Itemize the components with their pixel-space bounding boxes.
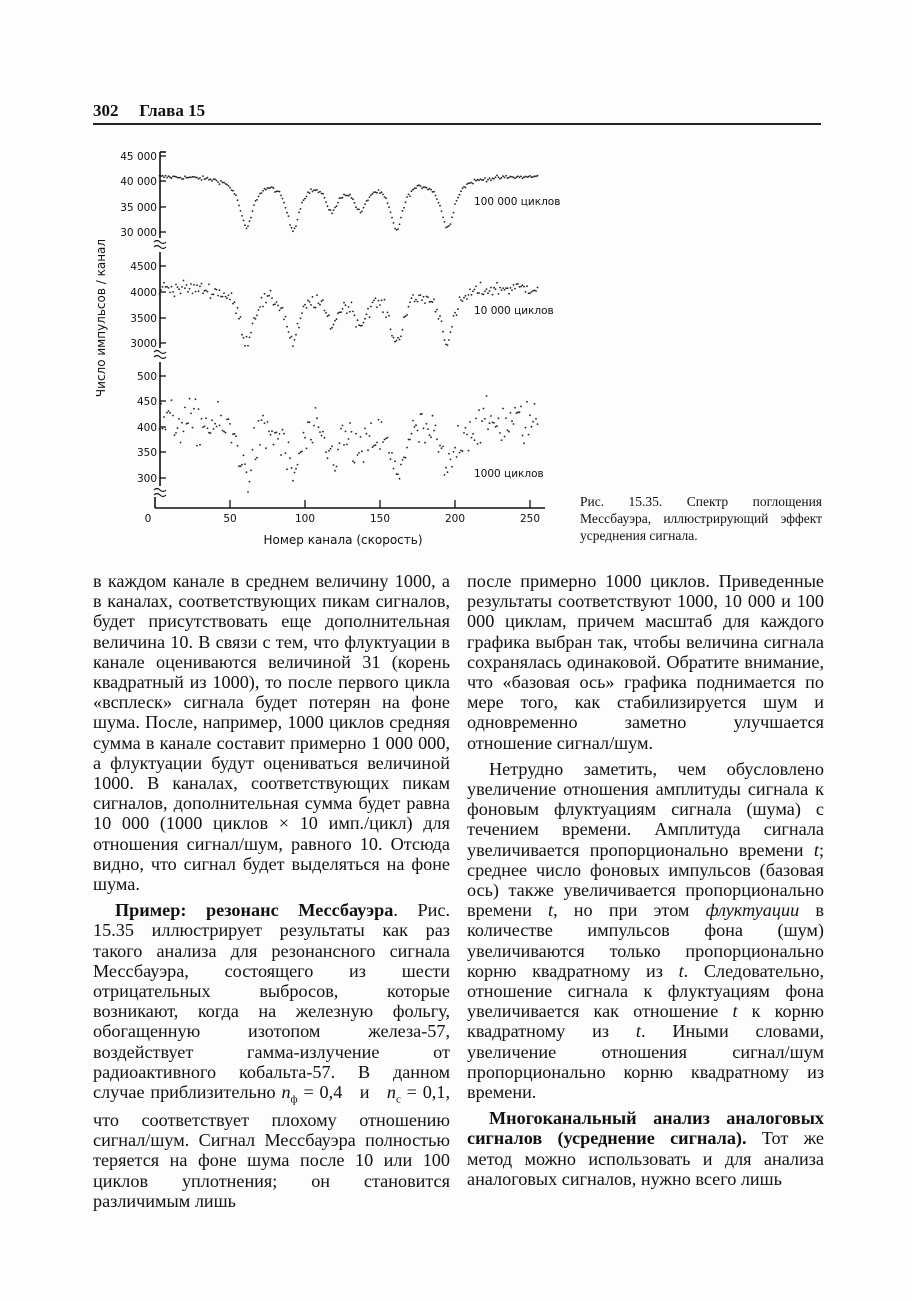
svg-text:45 000: 45 000 <box>120 151 157 163</box>
chapter-title: Глава 15 <box>139 101 206 120</box>
svg-text:100: 100 <box>294 513 316 525</box>
svg-text:3500: 3500 <box>130 313 157 325</box>
chart-labels <box>94 151 560 547</box>
example-heading: Пример: резонанс Мессбауэра <box>115 900 394 921</box>
svg-text:250: 250 <box>519 513 541 525</box>
svg-text:400: 400 <box>136 422 157 434</box>
paragraph: Многоканальный анализ аналоговых сигналов (усреднение сигнала). Тот же метод можно использовать и для анализа аналоговых сигналов, нужно всего лишь <box>467 1108 824 1189</box>
svg-text:500: 500 <box>136 371 157 383</box>
svg-text:3000: 3000 <box>130 338 157 350</box>
mossbauer-spectrum-chart <box>0 0 912 560</box>
svg-text:4000: 4000 <box>130 287 157 299</box>
text-column-right <box>467 571 824 1189</box>
svg-text:150: 150 <box>369 513 391 525</box>
section-heading: Многоканальный анализ аналоговых сигналов (усреднение сигнала). <box>467 1108 824 1149</box>
svg-text:30 000: 30 000 <box>120 227 157 239</box>
svg-text:4500: 4500 <box>130 261 157 273</box>
svg-text:100 000 циклов: 100 000 циклов <box>474 196 561 208</box>
svg-text:450: 450 <box>136 396 157 408</box>
text-column-left <box>93 571 450 1211</box>
paragraph-example: Пример: резонанс Мессбауэра. Рис. 15.35 иллюстрирует результаты как раз такого анализа для резонансного сигнала Мессбауэра, состоящего из шести отрицательных выбросов, которые возникают, когда на железную фольгу, обогащенную изотопом железа-57, воздействует гамма-излучение от радиоактивного кобальта-57. В данном случае приблизительно $n_ф = 0,4$ и $n_c = 0,1$, что соответствует плохому отношению сигнал/шум. Сигнал Мессбауэра полностью теряется на фоне шума после 10 или 100 циклов уплотнения; он становится различимым лишь <box>93 900 451 1211</box>
svg-text:1000 циклов: 1000 циклов <box>474 468 544 480</box>
svg-text:200: 200 <box>444 513 466 525</box>
svg-text:35 000: 35 000 <box>120 202 157 214</box>
svg-text:10 000 циклов: 10 000 циклов <box>474 305 554 317</box>
svg-text:300: 300 <box>136 473 157 485</box>
svg-text:Число импульсов / канал: Число импульсов / канал <box>94 238 108 398</box>
svg-text:350: 350 <box>136 447 157 459</box>
paragraph: после примерно 1000 циклов. Приведенные результаты соответствуют 1000, 10 000 и 100 000 циклам, причем масштаб для каждого графика выбран так, чтобы величина сигнала сохранялась одинаковой. Обратите внимание, что «базовая ось» графика поднимается по мере того, как стабилизируется шум и одновременно заметно улучшается отношение сигнал/шум. <box>467 571 824 753</box>
chart-points <box>159 175 539 493</box>
paragraph: Нетрудно заметить, чем обусловлено увеличение отношения амплитуды сигнала к фоновым флуктуациям сигнала (шума) с течением времени. Амплитуда сигнала увеличивается пропорционально времени t; среднее число фоновых импульсов (базовая ось) также увеличивается пропорционально времени t, но при этом флуктуации в количестве импульсов фона (шум) увеличиваются только пропорционально корню квадратному из t. Следовательно, отношение сигнала к флуктуациям фона увеличивается как отношение t к корню квадратному из t. Иными словами, увеличение отношения сигнал/шум пропорционально корню квадратному из времени. <box>467 758 824 1103</box>
figure-caption: Рис. 15.35. Спектр поглощения Мессбауэра, иллюстрирующий эффект усреднения сигнала. <box>580 494 822 543</box>
svg-text:40 000: 40 000 <box>120 176 157 188</box>
page-number: 302 <box>93 101 119 120</box>
svg-text:0: 0 <box>144 513 152 525</box>
svg-text:Номер канала (скорость): Номер канала (скорость) <box>263 533 423 547</box>
paragraph: в каждом канале в среднем величину 1000, а в каналах, соответствующих пикам сигналов, будет присутствовать еще дополнительная величина 10. В связи с тем, что флуктуации в канале оцениваются величиной 31 (корень квадратный из 1000), то после первого цикла «всплеск» сигнала будет потерян на фоне шума. После, например, 1000 циклов средняя сумма в канале составит примерно 1 000 000, а флуктуации будут оцениваться величиной 1000. В каналах, соответствующих пикам сигналов, дополнительная сумма будет равна 10 000 (1000 циклов × 10 имп./цикл) для отношения сигнал/шум, равного 10. Отсюда видно, что сигнал будет выделяться на фоне шума. <box>93 571 450 895</box>
svg-text:50: 50 <box>223 513 237 525</box>
